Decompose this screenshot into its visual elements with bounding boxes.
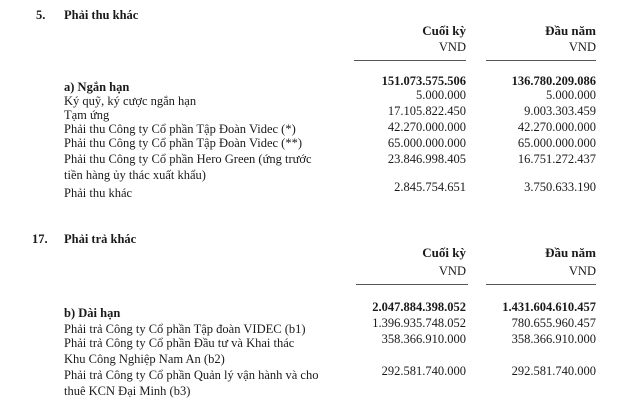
section-5-row-v2: 65.000.000.000	[517, 136, 596, 150]
section-5-row-v1: 17.105.822.450	[387, 104, 466, 118]
section-17-row-v2: 358.366.910.000	[511, 332, 596, 346]
section-5-row-label: Tạm ứng	[64, 108, 110, 122]
section-5-row-v1: 23.846.998.405	[387, 152, 466, 166]
section-5-total-v2: 136.780.209.086	[511, 74, 596, 88]
section-5-title: Phải thu khác	[64, 8, 139, 22]
section-17-row-label-cont: thuê KCN Đại Minh (b3)	[64, 384, 191, 398]
section-17-col1-rule	[356, 284, 468, 285]
section-17-col1-header: Cuối kỳ	[422, 245, 466, 260]
section-17-col2-rule	[486, 284, 596, 285]
section-5-row-label: Phải thu Công ty Cổ phần Tập Đoàn Videc (**)	[64, 136, 302, 150]
section-5-number: 5.	[36, 8, 46, 22]
section-5-col1-rule	[354, 60, 466, 61]
section-17-row-label-cont: Khu Công Nghiệp Nam An (b2)	[64, 352, 225, 366]
section-5-col2-header: Đầu năm	[545, 23, 596, 38]
section-17-row-v2: 292.581.740.000	[511, 364, 596, 378]
section-17-row-label: Phải trả Công ty Cổ phần Tập đoàn VIDEC (b1)	[64, 322, 306, 336]
section-17-total-v2: 1.431.604.610.457	[502, 300, 596, 314]
section-5-row-v2: 42.270.000.000	[517, 120, 596, 134]
section-17-row-v2: 780.655.960.457	[511, 316, 596, 330]
section-17-row-v1: 1.396.935.748.052	[372, 316, 466, 330]
section-5-row-v2: 5.000.000	[546, 88, 596, 102]
section-17-col2-header: Đầu năm	[545, 245, 596, 260]
section-5-row-v1: 65.000.000.000	[387, 136, 466, 150]
section-17-row-v1: 292.581.740.000	[381, 364, 466, 378]
section-17-row-v1: 358.366.910.000	[381, 332, 466, 346]
section-17-total-v1: 2.047.884.398.052	[372, 300, 466, 314]
section-17-title: Phải trả khác	[64, 232, 137, 246]
section-17-col1-unit: VND	[438, 264, 466, 278]
section-5-row-v2: 3.750.633.190	[524, 180, 596, 194]
section-5-col2-unit: VND	[568, 40, 596, 54]
section-5-row-v2: 9.003.303.459	[524, 104, 596, 118]
section-17-number: 17.	[32, 232, 48, 246]
section-17-col2-unit: VND	[568, 264, 596, 278]
section-17-row-label: Phải trả Công ty Cổ phần Đầu tư và Khai thác	[64, 336, 295, 350]
section-5-row-label: Phải thu khác	[64, 186, 133, 200]
section-5-row-label: Phải thu Công ty Cổ phần Hero Green (ứng trước	[64, 152, 312, 166]
section-5-col1-unit: VND	[438, 40, 466, 54]
section-5-row-v1: 5.000.000	[416, 88, 466, 102]
section-5-col1-header: Cuối kỳ	[422, 23, 466, 38]
section-5-row-label-cont: tiền hàng ủy thác xuất khẩu)	[64, 168, 206, 182]
section-17-total-label: b) Dài hạn	[64, 306, 121, 320]
section-5-total-v1: 151.073.575.506	[381, 74, 466, 88]
section-5-row-v1: 42.270.000.000	[387, 120, 466, 134]
section-5-col2-rule	[486, 60, 596, 61]
section-17-row-label: Phải trả Công ty Cổ phần Quản lý vận hành và cho	[64, 368, 319, 382]
section-5-total-label: a) Ngắn hạn	[64, 80, 130, 94]
section-5-row-label: Ký quỹ, ký cược ngắn hạn	[64, 94, 197, 108]
section-5-row-label: Phải thu Công ty Cổ phần Tập Đoàn Videc (*)	[64, 122, 296, 136]
section-5-row-v1: 2.845.754.651	[394, 180, 466, 194]
section-5-row-v2: 16.751.272.437	[517, 152, 596, 166]
